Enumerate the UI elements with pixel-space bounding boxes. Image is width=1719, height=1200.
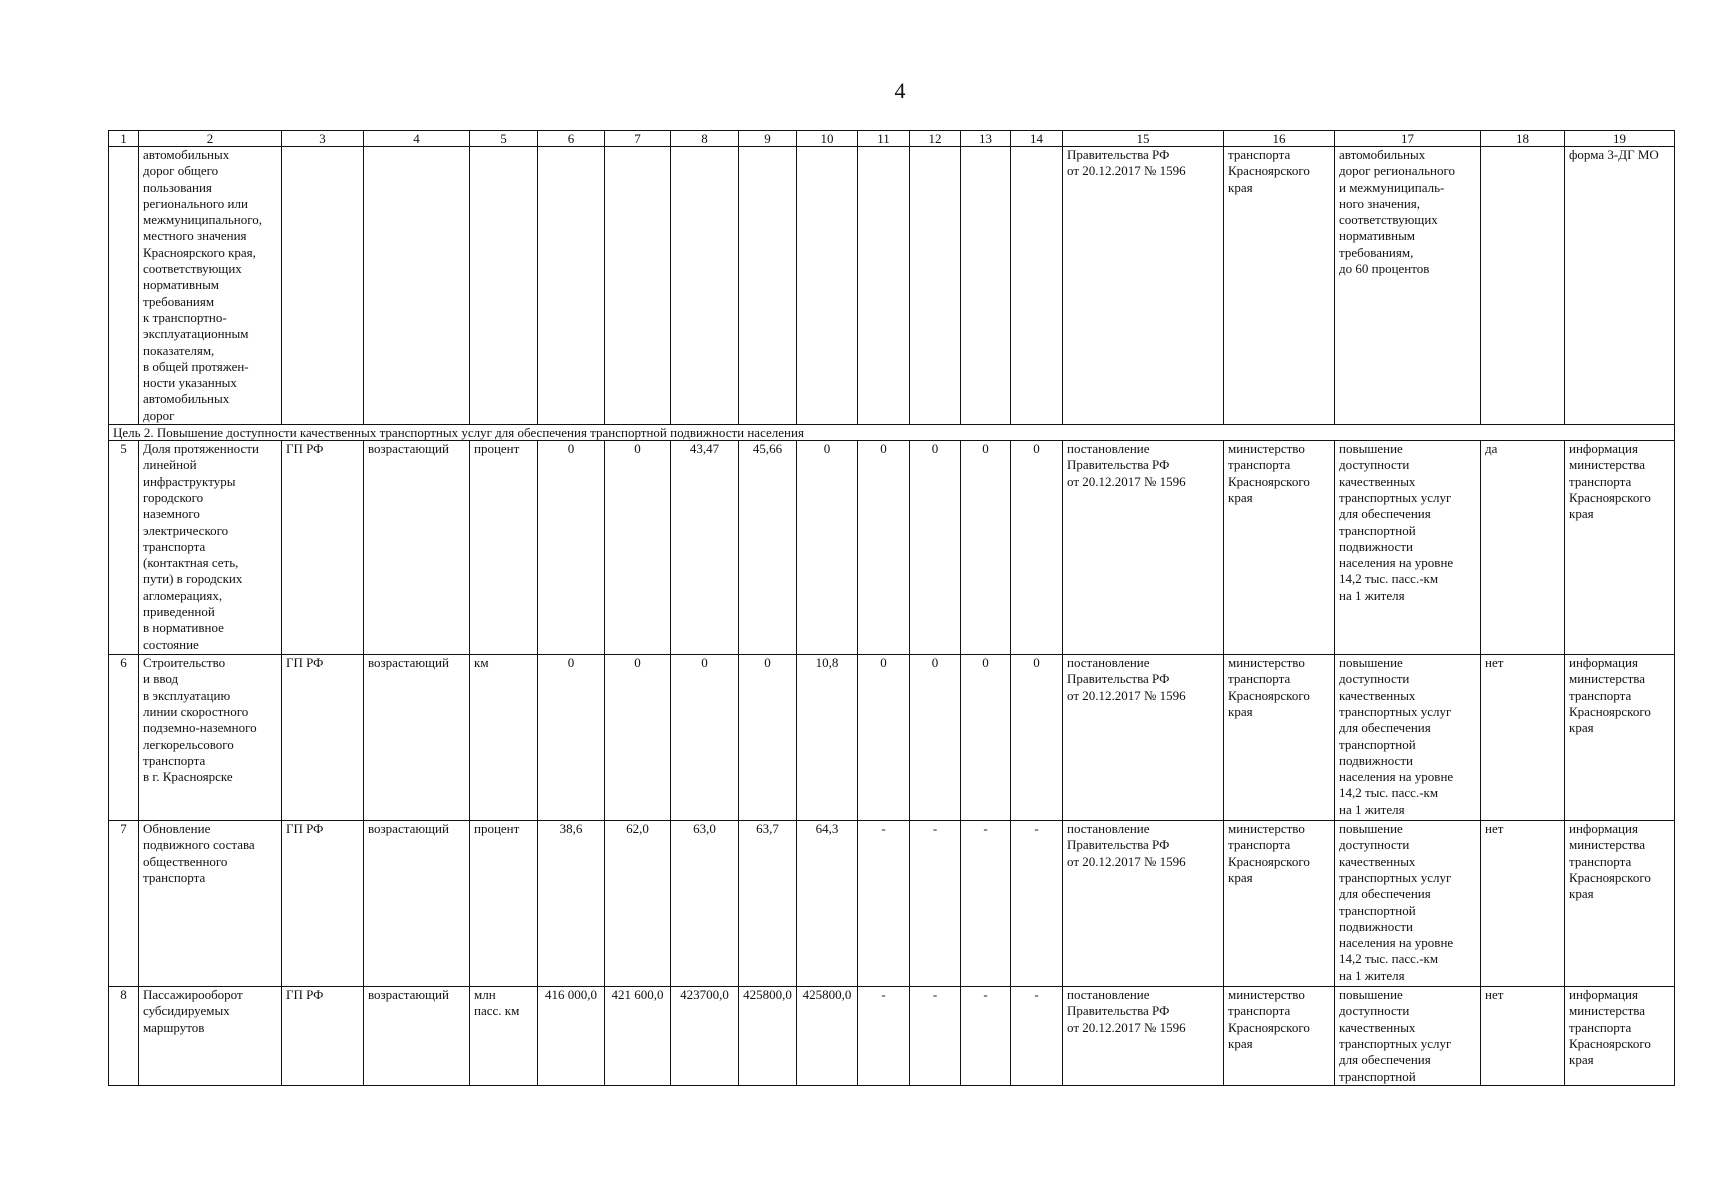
cell-responsible: транспорта Красноярского края [1224, 147, 1335, 425]
goal-row [109, 425, 1675, 441]
cell-no [109, 147, 139, 425]
cell-source: ГП РФ [282, 821, 364, 987]
col-header: 16 [1224, 131, 1335, 147]
cell-value: 0 [797, 441, 858, 655]
cell-value: - [961, 821, 1011, 987]
cell-value: 0 [605, 655, 671, 821]
cell-value: 0 [961, 655, 1011, 821]
cell-doc: постановление Правительства РФ от 20.12.2017 № 1596 [1063, 821, 1224, 987]
cell-source: ГП РФ [282, 655, 364, 821]
cell-trend: возрастающий [364, 987, 470, 1086]
col-header: 9 [739, 131, 797, 147]
cell-value: 45,66 [739, 441, 797, 655]
cell-unit: км [470, 655, 538, 821]
cell-value: - [910, 821, 961, 987]
cell-value: 423700,0 [671, 987, 739, 1086]
cell-responsible: министерство транспорта Красноярского края [1224, 441, 1335, 655]
cell-flag: нет [1481, 987, 1565, 1086]
cell-value: 0 [538, 441, 605, 655]
col-header: 6 [538, 131, 605, 147]
cell-value: 0 [1011, 441, 1063, 655]
cell-flag: да [1481, 441, 1565, 655]
cell-flag: нет [1481, 655, 1565, 821]
col-header: 4 [364, 131, 470, 147]
col-header: 12 [910, 131, 961, 147]
cell-source: ГП РФ [282, 987, 364, 1086]
col-header: 17 [1335, 131, 1481, 147]
cell-indicator: Строительство и ввод в эксплуатацию линии скоростного подземно-наземного легкорельсового транспорта в г. Красноярске [139, 655, 282, 821]
cell-value: 425800,0 [797, 987, 858, 1086]
cell-result: автомобильных дорог регионального и межмуниципаль- ного значения, соответствующих нормативным требованиям, до 60 процентов [1335, 147, 1481, 425]
cell-responsible: министерство транспорта Красноярского края [1224, 655, 1335, 821]
cell-info: форма 3-ДГ МО [1565, 147, 1675, 425]
cell-indicator: Обновление подвижного состава общественного транспорта [139, 821, 282, 987]
cell-value: 425800,0 [739, 987, 797, 1086]
table-row [109, 821, 1675, 987]
cell-value: 0 [910, 441, 961, 655]
cell-trend: возрастающий [364, 821, 470, 987]
col-header: 5 [470, 131, 538, 147]
cell-info: информация министерства транспорта Красноярского края [1565, 441, 1675, 655]
cell-value: - [858, 821, 910, 987]
cell-value: 62,0 [605, 821, 671, 987]
table-row [109, 441, 1675, 655]
cell-result: повышение доступности качественных транспортных услуг для обеспечения транспортной подвижности населения на уровне 14,2 тыс. пасс.-км на 1 жителя [1335, 821, 1481, 987]
cell-value: 0 [961, 441, 1011, 655]
col-header: 3 [282, 131, 364, 147]
col-header: 11 [858, 131, 910, 147]
cell-result: повышение доступности качественных транспортных услуг для обеспечения транспортной подвижности населения на уровне 14,2 тыс. пасс.-км на 1 жителя [1335, 441, 1481, 655]
cell-indicator: Пассажирооборот субсидируемых маршрутов [139, 987, 282, 1086]
cell-value: - [858, 987, 910, 1086]
cell-value: 0 [858, 655, 910, 821]
cell-flag: нет [1481, 821, 1565, 987]
cell-source: ГП РФ [282, 441, 364, 655]
cell-no: 7 [109, 821, 139, 987]
table-row [109, 655, 1675, 821]
cell-no: 8 [109, 987, 139, 1086]
cell-responsible: министерство транспорта Красноярского края [1224, 821, 1335, 987]
cell-value: 0 [671, 655, 739, 821]
cell-value: 421 600,0 [605, 987, 671, 1086]
cell-value: 0 [739, 655, 797, 821]
table-row-continuation [109, 147, 1675, 425]
cell-responsible: министерство транспорта Красноярского края [1224, 987, 1335, 1086]
cell-result: повышение доступности качественных транспортных услуг для обеспечения транспортной [1335, 987, 1481, 1086]
col-header: 15 [1063, 131, 1224, 147]
col-header: 10 [797, 131, 858, 147]
cell-unit: процент [470, 821, 538, 987]
col-header: 7 [605, 131, 671, 147]
goal-heading: Цель 2. Повышение доступности качественных транспортных услуг для обеспечения транспортной подвижности населения [109, 425, 1675, 441]
cell-value: 43,47 [671, 441, 739, 655]
cell-info: информация министерства транспорта Красноярского края [1565, 987, 1675, 1086]
col-header: 13 [961, 131, 1011, 147]
cell-value: - [910, 987, 961, 1086]
cell-value: 0 [538, 655, 605, 821]
table-row [109, 987, 1675, 1086]
cell-value: 416 000,0 [538, 987, 605, 1086]
cell-value: 0 [910, 655, 961, 821]
cell-doc: Правительства РФ от 20.12.2017 № 1596 [1063, 147, 1224, 425]
cell-value: 0 [858, 441, 910, 655]
cell-info: информация министерства транспорта Красноярского края [1565, 821, 1675, 987]
cell-no: 5 [109, 441, 139, 655]
cell-doc: постановление Правительства РФ от 20.12.2017 № 1596 [1063, 441, 1224, 655]
cell-value: 0 [1011, 655, 1063, 821]
header-row [109, 131, 1675, 147]
cell-value: 10,8 [797, 655, 858, 821]
indicators-table [108, 130, 1675, 1086]
cell-doc: постановление Правительства РФ от 20.12.2017 № 1596 [1063, 987, 1224, 1086]
cell-trend: возрастающий [364, 441, 470, 655]
cell-indicator: Доля протяженности линейной инфраструктуры городского наземного электрического транспорта (контактная сеть, пути) в городских агломерациях, приведенной в нормативное состояние [139, 441, 282, 655]
cell-indicator: автомобильных дорог общего пользования регионального или межмуниципального, местного значения Красноярского края, соответствующих нормативным требованиям к транспортно- эксплуатационным показателям, в общей протяжен- ности указанных автомобильных дорог [139, 147, 282, 425]
cell-value: 63,0 [671, 821, 739, 987]
col-header: 8 [671, 131, 739, 147]
cell-value: 0 [605, 441, 671, 655]
cell-doc: постановление Правительства РФ от 20.12.2017 № 1596 [1063, 655, 1224, 821]
cell-no: 6 [109, 655, 139, 821]
page-number: 4 [894, 78, 906, 103]
cell-unit: процент [470, 441, 538, 655]
cell-unit: млн пасс. км [470, 987, 538, 1086]
cell-value: - [961, 987, 1011, 1086]
cell-value: 38,6 [538, 821, 605, 987]
col-header: 2 [139, 131, 282, 147]
cell-value: - [1011, 821, 1063, 987]
cell-info: информация министерства транспорта Красноярского края [1565, 655, 1675, 821]
col-header: 18 [1481, 131, 1565, 147]
col-header: 1 [109, 131, 139, 147]
col-header: 14 [1011, 131, 1063, 147]
cell-value: 64,3 [797, 821, 858, 987]
cell-value: - [1011, 987, 1063, 1086]
cell-result: повышение доступности качественных транспортных услуг для обеспечения транспортной подвижности населения на уровне 14,2 тыс. пасс.-км на 1 жителя [1335, 655, 1481, 821]
cell-value: 63,7 [739, 821, 797, 987]
col-header: 19 [1565, 131, 1675, 147]
cell-trend: возрастающий [364, 655, 470, 821]
